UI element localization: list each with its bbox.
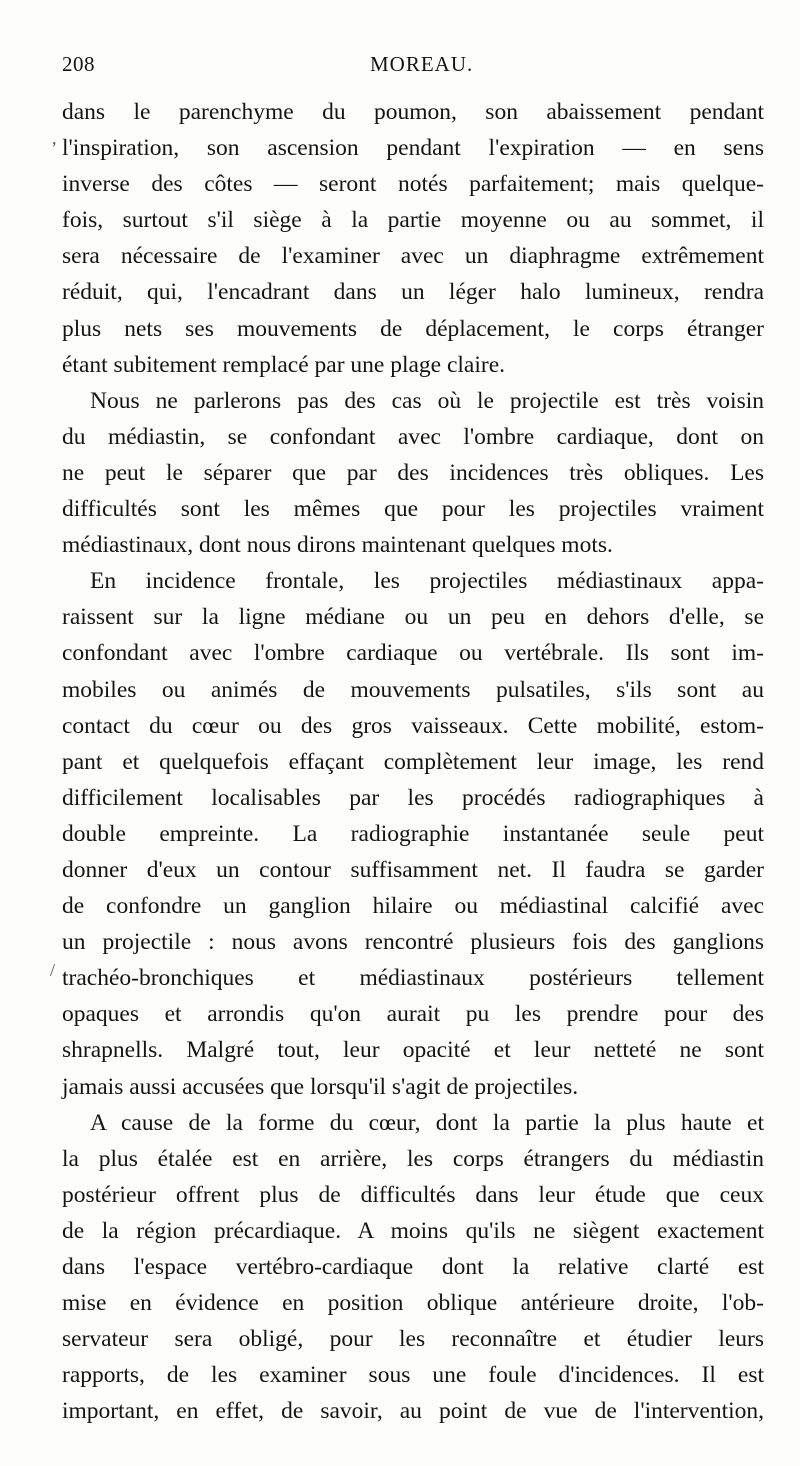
text-line: A cause de la forme du cœur, dont la partie la plus haute et [90, 1109, 764, 1136]
text-line: l'inspiration, son ascension pendant l'expiration — en sens [62, 135, 764, 162]
text-line: du médiastin, se confondant avec l'ombre cardiaque, dont on [62, 423, 764, 450]
text-line: trachéo-bronchiques et médiastinaux postérieurs tellement [62, 965, 764, 992]
text-line: raissent sur la ligne médiane ou un peu en dehors d'elle, se [62, 604, 764, 631]
text-line: dans le parenchyme du poumon, son abaissement pendant [62, 99, 764, 125]
text-line: réduit, qui, l'encadrant dans un léger halo lumineux, rendra [62, 279, 764, 306]
text-line: mise en évidence en position oblique antérieure droite, l'ob- [62, 1290, 764, 1317]
text-line: shrapnells. Malgré tout, leur opacité et leur netteté ne sont [62, 1037, 764, 1064]
text-line: servateur sera obligé, pour les reconnaître et étudier leurs [62, 1326, 764, 1353]
page-header [62, 52, 762, 86]
text-line: donner d'eux un contour suffisamment net. Il faudra se garder [62, 856, 764, 883]
body-text [62, 94, 764, 1429]
text-line: plus nets ses mouvements de déplacement, le corps étranger [62, 315, 764, 342]
text-line: confondant avec l'ombre cardiaque ou vertébrale. Ils sont im- [62, 640, 764, 667]
text-line: ne peut le séparer que par des incidences très obliques. Les [62, 459, 764, 486]
text-line: un projectile : nous avons rencontré plusieurs fois des ganglions [62, 929, 764, 956]
text-line: rapports, de les examiner sous une foule d'incidences. Il est [62, 1362, 764, 1389]
text-line: sera nécessaire de l'examiner avec un diaphragme extrêmement [62, 243, 764, 270]
page-number: 208 [62, 52, 95, 76]
text-line: difficultés sont les mêmes que pour les projectiles vraiment [62, 496, 764, 523]
text-line: pant et quelquefois effaçant complètement leur image, les rend [62, 748, 764, 775]
text-line: fois, surtout s'il siège à la partie moyenne ou au sommet, il [62, 207, 764, 234]
text-line: difficilement localisables par les procédés radiographiques à [62, 784, 764, 811]
text-line: de la région précardiaque. A moins qu'ils ne siègent exactement [62, 1217, 764, 1244]
text-line: double empreinte. La radiographie instantanée seule peut [62, 820, 764, 847]
text-line: étant subitement remplacé par une plage claire. [62, 351, 506, 378]
text-line: dans l'espace vertébro-cardiaque dont la relative clarté est [62, 1254, 764, 1280]
text-line: jamais aussi accusées que lorsqu'il s'agit de projectiles. [62, 1073, 579, 1100]
text-line: Nous ne parlerons pas des cas où le projectile est très voisin [90, 387, 764, 414]
running-head: MOREAU. [370, 52, 474, 76]
text-line: inverse des côtes — seront notés parfaitement; mais quelque- [62, 171, 764, 198]
text-line: opaques et arrondis qu'on aurait pu les prendre pour des [62, 1001, 764, 1028]
text-line: contact du cœur ou des gros vaisseaux. Cette mobilité, estom- [62, 712, 764, 739]
text-line: la plus étalée est en arrière, les corps étrangers du médiastin [62, 1145, 764, 1172]
text-line: mobiles ou animés de mouvements pulsatiles, s'ils sont au [62, 676, 764, 703]
margin-mark: / [50, 960, 56, 980]
text-line: postérieur offrent plus de difficultés dans leur étude que ceux [62, 1181, 764, 1208]
text-line: médiastinaux, dont nous dirons maintenant quelques mots. [62, 532, 613, 559]
text-line: de confondre un ganglion hilaire ou médiastinal calcifié avec [62, 893, 764, 920]
text-line: En incidence frontale, les projectiles médiastinaux appa- [90, 568, 764, 595]
text-line: important, en effet, de savoir, au point de vue de l'intervention, [62, 1398, 764, 1425]
margin-mark: , [52, 128, 57, 148]
